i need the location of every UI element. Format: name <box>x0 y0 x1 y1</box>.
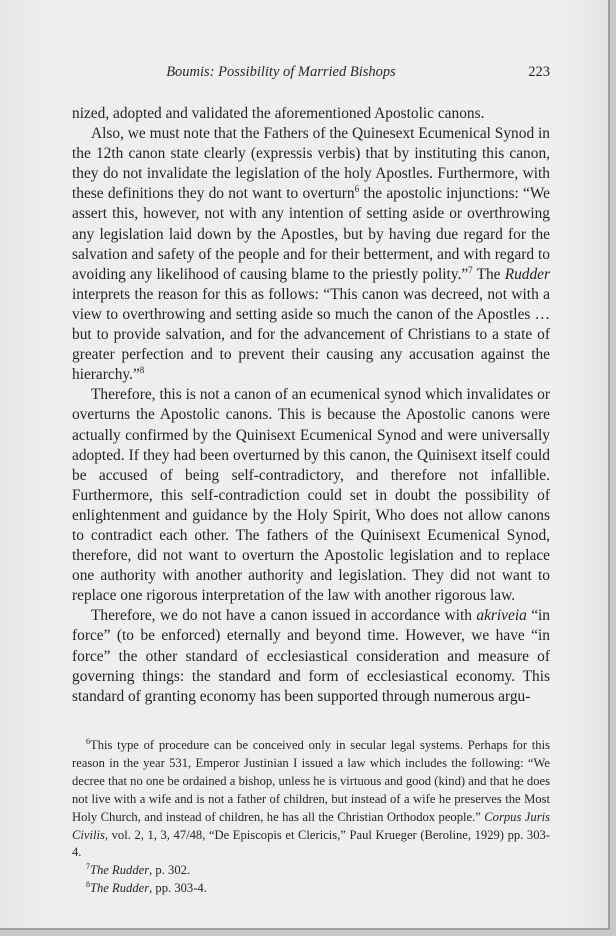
footnote-7 <box>72 862 550 880</box>
paragraph-text: nized, adopted and validated the aforementioned Apostolic canons. <box>72 105 485 122</box>
paragraph-continuation <box>72 104 550 124</box>
paragraph-text: Therefore, this is not a canon of an ecumenical synod which invalidates or overturns the Apostolic canons. This is because the Apostolic canons were actually confirmed by the Quinisext Ecumenical Synod and were universally adopted. If they had been overturned by this canon, the Quinisext itself could be accused of being self-contradictory, and therefore not infallible. Furthermore, this self-contradiction could set in doubt the possibility of enlightenment and guidance by the Holy Spirit, Who does not allow canons to contradict each other. The fathers of the Quinisext Ecumenical Synod, therefore, did not want to overturn the Apostolic legislation and to replace one authority with another authority and legislation. They did not want to replace one rigorous interpretation of the law with another rigorous law. <box>72 386 550 605</box>
running-head: Boumis: Possibility of Married Bishops <box>166 64 396 80</box>
paragraph-text: interprets the reason for this as follows: “This canon was decreed, not with a view to overthrowing and setting aside so much the canon of the Apostles … but to provide salvation, and for the advancement of Christians to a state of greater perfection and to prevent their causing any accusation against the hierarchy.” <box>72 285 550 384</box>
footnote-6 <box>72 737 550 862</box>
footnote-number: 7 <box>86 862 90 872</box>
paragraph-text: “in force” (to be enforced) eternally and beyond time. However, we have “in force” the other standard of ecclesiastical consideration and measure of governing things: the standard and form of ecclesiastical economy. This standard of granting economy has been supported through numerous argu- <box>72 607 550 705</box>
work-title: The Rudder <box>90 881 150 896</box>
footnote-ref-6[interactable]: 6 <box>354 184 360 195</box>
work-title: The Rudder <box>90 863 150 878</box>
scan-edge-bottom <box>0 930 616 936</box>
footnote-text: This type of procedure can be conceived only in secular legal systems. Perhaps for this reason in the year 531, Emperor Justinian I issued a law which includes the following: “We decree that no one be ordained a bishop, unless he is virtuous and good (kind) and that he does not live with a wife and is not a father of children, but instead of a wife he preserves the Most Holy Church, and instead of children, he has all the Christian Orthodox people.” <box>72 738 550 824</box>
footnote-text: , pp. 303-4. <box>149 881 207 896</box>
body-text <box>72 104 550 707</box>
work-title: Corpus Juris Civilis <box>72 809 550 842</box>
footnote-number: 8 <box>86 880 90 890</box>
paragraph-text: the apostolic injunctions: “We assert this, however, not with any intention of setting aside or overthrowing any legislation laid down by the Apostles, but by having due regard for the salvation and safety of the people and for their betterment, and with regard to avoiding any likelihood of causing blame to the priestly polity.” <box>72 185 550 283</box>
scan-edge-right <box>610 0 616 936</box>
paragraph <box>72 124 550 385</box>
paragraph <box>72 385 550 606</box>
footnote-number: 6 <box>86 737 90 746</box>
footnote-text: , vol. 2, 1, 3, 47/48, “De Episcopis et Clericis,” Paul Krueger (Beroline, 1929) pp. 303-4. <box>72 827 550 860</box>
italic-term: akriveia <box>476 607 527 625</box>
footnote-text: , p. 302. <box>149 863 191 878</box>
paragraph-text: Therefore, we do not have a canon issued in accordance with <box>91 607 477 625</box>
page-header <box>72 64 550 84</box>
footnote-ref-7[interactable]: 7 <box>468 264 473 275</box>
paragraph-text: The <box>472 265 505 283</box>
paragraph-text: Also, we must note that the Fathers of the Quinesext Ecumenical Synod in the 12th canon state clearly (expressis verbis) that by instituting this canon, they do not invalidate the legislation of the holy Apostles. Furthermore, with these definitions they do not want to overturn <box>72 125 550 203</box>
footnote-8 <box>72 880 550 898</box>
footnotes <box>72 737 550 898</box>
page-number: 223 <box>528 64 550 80</box>
paragraph <box>72 606 550 706</box>
footnote-ref-8[interactable]: 8 <box>139 365 145 376</box>
book-title: Rudder <box>504 265 550 283</box>
